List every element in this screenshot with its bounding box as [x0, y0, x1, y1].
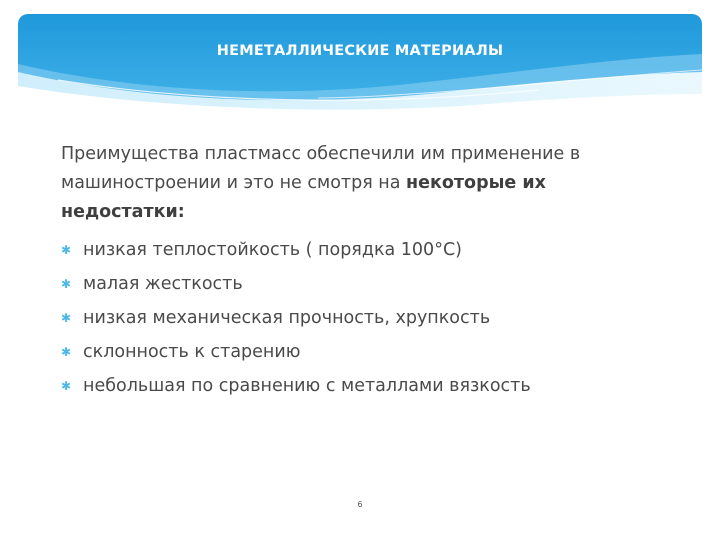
- list-item: [61, 233, 671, 267]
- list-item-text: низкая механическая прочность, хрупкость: [83, 308, 491, 328]
- asterisk-bullet-icon: ✱: [61, 277, 72, 291]
- content-body: [61, 140, 671, 403]
- list-item: [61, 267, 671, 301]
- asterisk-bullet-icon: ✱: [61, 379, 72, 393]
- disadvantages-list: [61, 233, 671, 403]
- asterisk-bullet-icon: ✱: [61, 345, 72, 359]
- header-banner: [18, 14, 702, 118]
- slide-title: НЕМЕТАЛЛИЧЕСКИЕ МАТЕРИАЛЫ: [216, 43, 504, 59]
- asterisk-bullet-icon: ✱: [61, 243, 72, 257]
- intro-text: Преимущества пластмасс обеспечили им применение в машиностроении и это не смотря на: [61, 144, 581, 193]
- list-item: [61, 335, 671, 369]
- list-item-text: склонность к старению: [83, 342, 301, 362]
- asterisk-bullet-icon: ✱: [61, 311, 72, 325]
- list-item: [61, 369, 671, 403]
- list-item-text: низкая теплостойкость ( порядка 100°С): [83, 240, 462, 260]
- list-item: [61, 301, 671, 335]
- header-wave-background: [18, 14, 702, 118]
- page-number: 6: [357, 500, 363, 509]
- list-item-text: малая жесткость: [83, 274, 243, 294]
- intro-bold-text: некоторые их недостатки:: [61, 173, 546, 222]
- intro-paragraph: [61, 140, 671, 227]
- list-item-text: небольшая по сравнению с металлами вязкость: [83, 376, 531, 396]
